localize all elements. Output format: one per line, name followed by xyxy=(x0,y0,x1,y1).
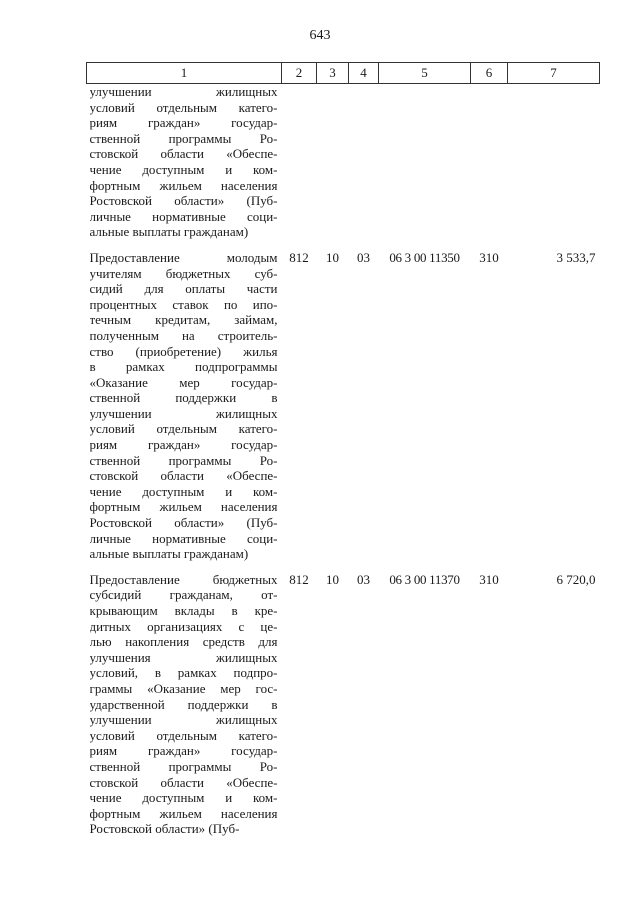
cell-target-article: 06 3 00 11350 xyxy=(389,249,460,265)
row-description xyxy=(87,250,282,562)
description-line: условий отдельным катего- xyxy=(89,99,278,115)
description-line: ственной поддержки в xyxy=(89,390,278,406)
description-line: фортным жильем населения xyxy=(89,805,278,821)
cell-ministry xyxy=(282,84,317,240)
description-line: улучшении жилищных xyxy=(89,712,278,728)
row-spacer xyxy=(87,562,600,572)
column-header: 4 xyxy=(349,63,379,84)
description-line: стовской области «Обеспе- xyxy=(89,146,278,162)
description-line: условий, в рамках подпро- xyxy=(89,665,278,681)
column-header: 1 xyxy=(87,63,282,84)
description-line: ственной программы Ро- xyxy=(89,452,278,468)
description-line: Ростовской области» (Пуб- xyxy=(89,515,278,531)
description-line: чение доступным и ком- xyxy=(89,161,278,177)
description-line: течным кредитам, займам, xyxy=(89,312,278,328)
cell-subsection xyxy=(349,84,379,240)
cell-target-article: 06 3 00 11370 xyxy=(389,571,460,587)
description-line: сидий для оплаты части xyxy=(89,281,278,297)
description-line: субсидий гражданам, от- xyxy=(89,587,278,603)
budget-table xyxy=(86,62,600,837)
description-line: риям граждан» государ- xyxy=(89,743,278,759)
cell-subsection: 03 xyxy=(357,249,370,265)
description-line: Ростовской области» (Пуб- xyxy=(89,821,240,837)
cell-amount xyxy=(508,84,600,240)
table-row xyxy=(87,250,600,562)
cell-section xyxy=(317,84,349,240)
description-line: личные нормативные соци- xyxy=(89,208,278,224)
description-line: ударственной поддержки в xyxy=(89,696,278,712)
cell-expense-type xyxy=(471,84,508,240)
cell-ministry: 812 xyxy=(289,571,309,587)
description-line: улучшении жилищных xyxy=(89,405,278,421)
column-header: 3 xyxy=(317,63,349,84)
table-row xyxy=(87,84,600,240)
row-spacer-cell xyxy=(87,562,600,572)
description-line: полученным на строитель- xyxy=(89,327,278,343)
cell-section: 10 xyxy=(326,249,339,265)
table-row xyxy=(87,572,600,837)
column-header: 5 xyxy=(379,63,471,84)
page-number: 643 xyxy=(309,28,331,43)
description-line: улучшения жилищных xyxy=(89,649,278,665)
description-line: стовской области «Обеспе- xyxy=(89,468,278,484)
cell-expense-type: 310 xyxy=(479,571,499,587)
description-line: ственной программы Ро- xyxy=(89,130,278,146)
cell-target-article xyxy=(379,84,471,240)
description-line: чение доступным и ком- xyxy=(89,483,278,499)
row-description xyxy=(87,572,282,837)
description-line: процентных ставок по ипо- xyxy=(89,296,278,312)
description-line: Предоставление молодым xyxy=(89,249,278,265)
cell-amount: 6 720,0 xyxy=(556,571,596,587)
column-header: 7 xyxy=(508,63,600,84)
description-line: «Оказание мер государ- xyxy=(89,374,278,390)
description-line: дитных организациях с це- xyxy=(89,618,278,634)
description-line: чение доступным и ком- xyxy=(89,790,278,806)
description-line: условий отдельным катего- xyxy=(89,421,278,437)
description-line: Предоставление бюджетных xyxy=(89,571,278,587)
row-spacer xyxy=(87,240,600,250)
description-line: ство (приобретение) жилья xyxy=(89,343,278,359)
column-header: 2 xyxy=(282,63,317,84)
cell-expense-type: 310 xyxy=(479,249,499,265)
description-line: условий отдельным катего- xyxy=(89,727,278,743)
description-line: учителям бюджетных суб- xyxy=(89,265,278,281)
description-line: в рамках подпрограммы xyxy=(89,359,278,375)
description-line: Ростовской области» (Пуб- xyxy=(89,193,278,209)
description-line: улучшении жилищных xyxy=(89,84,278,99)
description-line: стовской области «Обеспе- xyxy=(89,774,278,790)
row-description xyxy=(87,84,282,240)
description-line: крывающим вклады в кре- xyxy=(89,603,278,618)
row-spacer-cell xyxy=(87,240,600,250)
header-row xyxy=(87,63,600,84)
cell-amount: 3 533,7 xyxy=(556,249,596,265)
description-line: риям граждан» государ- xyxy=(89,437,278,453)
description-line: фортным жильем населения xyxy=(89,499,278,515)
description-line: фортным жильем населения xyxy=(89,177,278,193)
cell-section: 10 xyxy=(326,571,339,587)
cell-subsection: 03 xyxy=(357,571,370,587)
description-line: риям граждан» государ- xyxy=(89,115,278,131)
description-line: личные нормативные соци- xyxy=(89,530,278,546)
description-line: граммы «Оказание мер гос- xyxy=(89,680,278,696)
cell-ministry: 812 xyxy=(289,249,309,265)
column-header: 6 xyxy=(471,63,508,84)
description-line: альные выплаты гражданам) xyxy=(89,546,249,562)
description-line: лью накопления средств для xyxy=(89,634,278,650)
description-line: ственной программы Ро- xyxy=(89,758,278,774)
description-line: альные выплаты гражданам) xyxy=(89,224,249,240)
